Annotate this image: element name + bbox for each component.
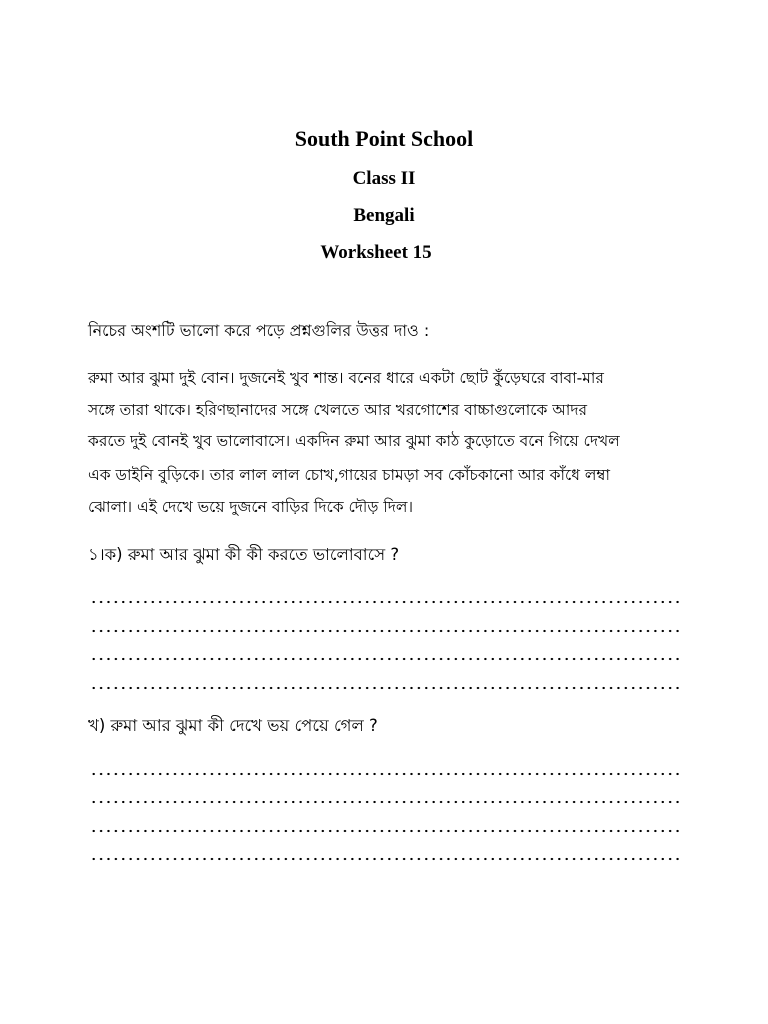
answer-line[interactable] xyxy=(90,800,680,804)
question-2: খ) রুমা আর ঝুমা কী দেখে ভয় পেয়ে গেল ? xyxy=(88,716,378,735)
class-label: Class II xyxy=(352,168,416,189)
instruction-text: নিচের অংশটি ভালো করে পড়ে প্রশ্নগুলির উত্তর দাও : xyxy=(88,321,430,340)
passage-line: এক ডাইনি বুড়িকে। তার লাল লাল চোখ,গায়ের চামড়া সব কোঁচকানো আর কাঁধে লম্বা xyxy=(88,466,611,484)
answer-line[interactable] xyxy=(90,629,680,633)
answer-line[interactable] xyxy=(90,600,680,604)
passage-line: করতে দুই বোনই খুব ভালোবাসে। একদিন রুমা আর ঝুমা কাঠ কুড়োতে বনে গিয়ে দেখল xyxy=(88,432,620,450)
answer-line[interactable] xyxy=(90,686,680,690)
question-1: ১।ক) রুমা আর ঝুমা কী কী করতে ভালোবাসে ? xyxy=(88,545,400,564)
passage-line: সঙ্গে তারা থাকে। হরিণছানাদের সঙ্গে খেলতে আর খরগোশের বাচ্চাগুলোকে আদর xyxy=(88,401,588,419)
worksheet-label: Worksheet 15 xyxy=(320,242,432,263)
answer-line[interactable] xyxy=(90,772,680,776)
passage-line: ঝোলা। এই দেখে ভয়ে দুজনে বাড়ির দিকে দৌড় দিল। xyxy=(88,498,414,516)
school-name: South Point School xyxy=(294,126,474,151)
passage-line: রুমা আর ঝুমা দুই বোন। দুজনেই খুব শান্ত। বনের ধারে একটা ছোট কুঁড়েঘরে বাবা-মার xyxy=(88,369,604,387)
answer-line[interactable] xyxy=(90,857,680,861)
answer-line[interactable] xyxy=(90,657,680,661)
answer-line[interactable] xyxy=(90,829,680,833)
subject-label: Bengali xyxy=(353,205,415,226)
